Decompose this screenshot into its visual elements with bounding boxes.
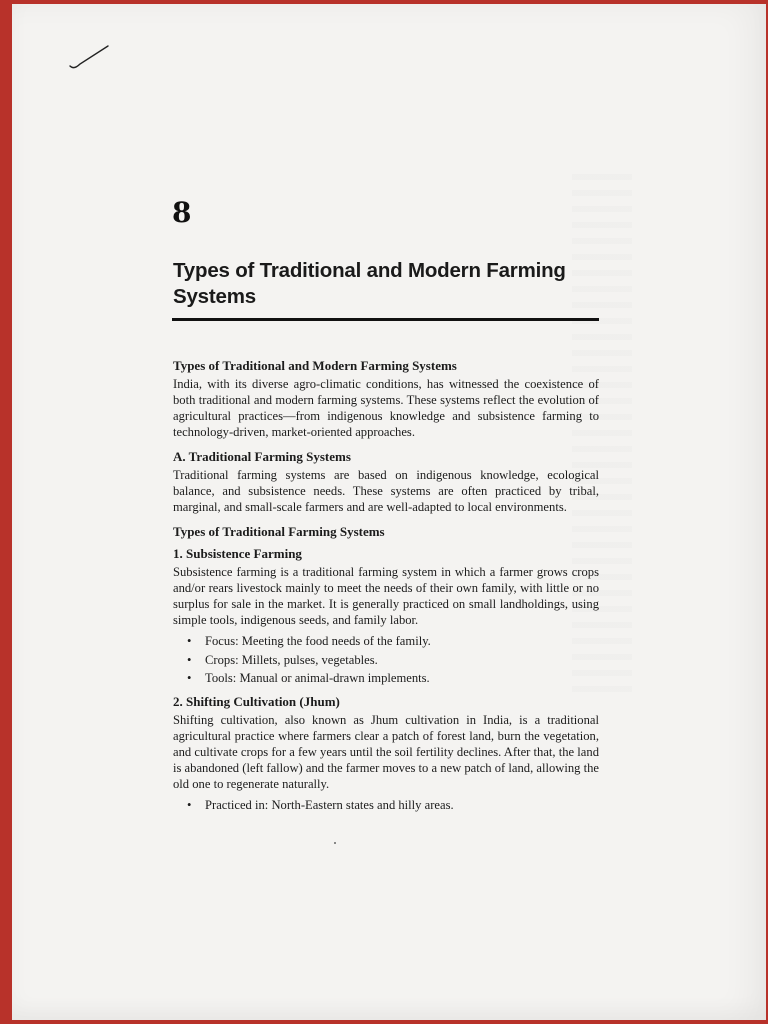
intro-paragraph: India, with its diverse agro-climatic conditions, has witnessed the coexistence of both traditional and modern farming systems. These systems reflect the evolution of agricultural practices—from indigenous knowledge and subsistence farming to technology-driven, market-oriented approaches. bbox=[173, 377, 599, 439]
traditional-heading: A. Traditional Farming Systems bbox=[173, 449, 351, 464]
list-item: • Crops: Millets, pulses, vegetables. bbox=[187, 651, 599, 670]
pen-tick-mark bbox=[68, 44, 112, 70]
speck bbox=[334, 842, 336, 844]
chapter-title: Types of Traditional and Modern Farming Systems bbox=[173, 259, 566, 308]
title-rule bbox=[172, 318, 599, 321]
shifting-heading: 2. Shifting Cultivation (Jhum) bbox=[173, 693, 340, 709]
intro-heading: Types of Traditional and Modern Farming Systems bbox=[173, 358, 457, 373]
list-item: • Tools: Manual or animal-drawn implements. bbox=[187, 669, 599, 688]
list-item: • Practiced in: North-Eastern states and hilly areas. bbox=[187, 796, 599, 815]
chapter-number: 8 bbox=[172, 196, 192, 229]
types-heading: Types of Traditional Farming Systems bbox=[173, 524, 385, 539]
subsistence-paragraph: Subsistence farming is a traditional farming system in which a farmer grows crops and/or rears livestock mainly to meet the needs of their own family, with little or no surplus for sale in the market. It is generally practiced on small landholdings, using simple tools, indigenous seeds, and family labor. bbox=[173, 565, 599, 627]
subsistence-bullets bbox=[173, 632, 599, 688]
traditional-paragraph: Traditional farming systems are based on indigenous knowledge, ecological balance, and subsistence needs. These systems are often practiced by tribal, marginal, and small-scale farmers and are well-adapted to local environments. bbox=[173, 468, 599, 514]
subsistence-heading: 1. Subsistence Farming bbox=[173, 546, 302, 561]
chapter-body bbox=[173, 358, 599, 814]
shifting-bullets bbox=[173, 796, 599, 815]
shifting-paragraph: Shifting cultivation, also known as Jhum cultivation in India, is a traditional agricultural practice where farmers clear a patch of forest land, burn the vegetation, and cultivate crops for a few years until the soil fertility declines. After that, the land is abandoned (left fallow) and the farmer moves to a new patch of land, allowing the old one to regenerate naturally. bbox=[173, 712, 599, 791]
list-item: • Focus: Meeting the food needs of the family. bbox=[187, 632, 599, 651]
